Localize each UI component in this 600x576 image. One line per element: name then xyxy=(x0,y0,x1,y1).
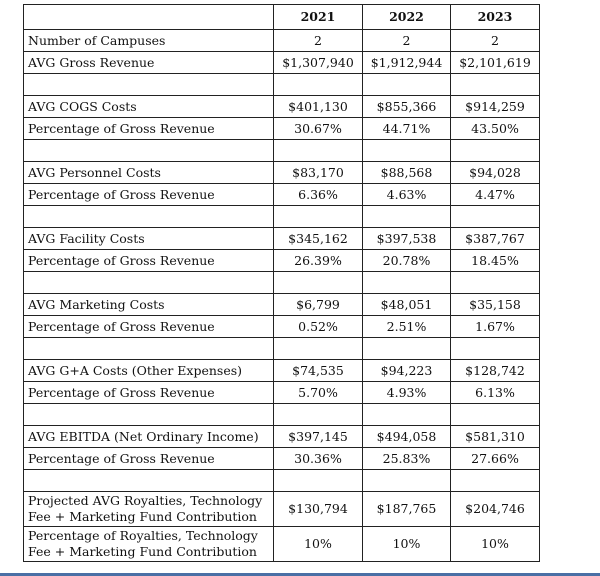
value-cell: $6,799 xyxy=(274,294,363,316)
year-header: 2021 xyxy=(274,5,363,30)
table-row xyxy=(24,184,540,206)
value-cell: $74,535 xyxy=(274,360,363,382)
row-label: Number of Campuses xyxy=(24,30,274,52)
value-cell: 5.70% xyxy=(274,382,363,404)
value-cell: $401,130 xyxy=(274,96,363,118)
value-cell: 6.13% xyxy=(451,382,540,404)
value-cell: 25.83% xyxy=(363,448,451,470)
table-row xyxy=(24,162,540,184)
row-label: Percentage of Gross Revenue xyxy=(24,316,274,338)
row-label: AVG Facility Costs xyxy=(24,228,274,250)
value-cell: 2 xyxy=(451,30,540,52)
table-row xyxy=(24,448,540,470)
value-cell: $345,162 xyxy=(274,228,363,250)
row-label: Percentage of Gross Revenue xyxy=(24,184,274,206)
row-label: AVG Marketing Costs xyxy=(24,294,274,316)
value-cell: $397,145 xyxy=(274,426,363,448)
value-cell: $88,568 xyxy=(363,162,451,184)
table-row xyxy=(24,316,540,338)
value-cell: $83,170 xyxy=(274,162,363,184)
value-cell: $855,366 xyxy=(363,96,451,118)
table-row xyxy=(24,228,540,250)
row-label: AVG Gross Revenue xyxy=(24,52,274,74)
value-cell: 20.78% xyxy=(363,250,451,272)
value-cell: 10% xyxy=(451,527,540,562)
value-cell: $204,746 xyxy=(451,492,540,527)
spacer-row xyxy=(24,206,540,228)
row-label: AVG G+A Costs (Other Expenses) xyxy=(24,360,274,382)
value-cell: $387,767 xyxy=(451,228,540,250)
row-label: AVG Personnel Costs xyxy=(24,162,274,184)
value-cell: 2 xyxy=(363,30,451,52)
value-cell: 0.52% xyxy=(274,316,363,338)
value-cell: 4.63% xyxy=(363,184,451,206)
value-cell: $128,742 xyxy=(451,360,540,382)
value-cell: 10% xyxy=(363,527,451,562)
year-header: 2022 xyxy=(363,5,451,30)
table-row xyxy=(24,426,540,448)
financial-summary-table xyxy=(23,4,540,562)
value-cell: $397,538 xyxy=(363,228,451,250)
value-cell: $94,028 xyxy=(451,162,540,184)
value-cell: 4.47% xyxy=(451,184,540,206)
spacer-row xyxy=(24,338,540,360)
value-cell: $35,158 xyxy=(451,294,540,316)
value-cell: 43.50% xyxy=(451,118,540,140)
value-cell: $130,794 xyxy=(274,492,363,527)
row-label: Percentage of Royalties, Technology Fee + Marketing Fund Contribution xyxy=(24,527,274,562)
table-row xyxy=(24,30,540,52)
row-label: AVG EBITDA (Net Ordinary Income) xyxy=(24,426,274,448)
row-label: Percentage of Gross Revenue xyxy=(24,448,274,470)
value-cell: 2.51% xyxy=(363,316,451,338)
row-label: Projected AVG Royalties, Technology Fee + Marketing Fund Contribution xyxy=(24,492,274,527)
value-cell: 44.71% xyxy=(363,118,451,140)
value-cell: $914,259 xyxy=(451,96,540,118)
row-label: Percentage of Gross Revenue xyxy=(24,118,274,140)
row-label: AVG COGS Costs xyxy=(24,96,274,118)
table-row xyxy=(24,96,540,118)
value-cell: 2 xyxy=(274,30,363,52)
spacer-row xyxy=(24,74,540,96)
value-cell: $2,101,619 xyxy=(451,52,540,74)
value-cell: $48,051 xyxy=(363,294,451,316)
value-cell: 4.93% xyxy=(363,382,451,404)
year-header: 2023 xyxy=(451,5,540,30)
spacer-row xyxy=(24,404,540,426)
value-cell: 1.67% xyxy=(451,316,540,338)
value-cell: 30.67% xyxy=(274,118,363,140)
row-label: Percentage of Gross Revenue xyxy=(24,382,274,404)
value-cell: 27.66% xyxy=(451,448,540,470)
header-blank-cell xyxy=(24,5,274,30)
value-cell: 6.36% xyxy=(274,184,363,206)
spacer-row xyxy=(24,272,540,294)
table-row xyxy=(24,250,540,272)
table-row xyxy=(24,294,540,316)
value-cell: $581,310 xyxy=(451,426,540,448)
spacer-row xyxy=(24,470,540,492)
value-cell: 26.39% xyxy=(274,250,363,272)
value-cell: 18.45% xyxy=(451,250,540,272)
row-label: Percentage of Gross Revenue xyxy=(24,250,274,272)
value-cell: $1,307,940 xyxy=(274,52,363,74)
table-row xyxy=(24,527,540,562)
value-cell: $94,223 xyxy=(363,360,451,382)
value-cell: 10% xyxy=(274,527,363,562)
value-cell: 30.36% xyxy=(274,448,363,470)
table-row xyxy=(24,360,540,382)
value-cell: $1,912,944 xyxy=(363,52,451,74)
table-row xyxy=(24,492,540,527)
spacer-row xyxy=(24,140,540,162)
header-row xyxy=(24,5,540,30)
table-row xyxy=(24,118,540,140)
value-cell: $187,765 xyxy=(363,492,451,527)
table-row xyxy=(24,52,540,74)
table-row xyxy=(24,382,540,404)
value-cell: $494,058 xyxy=(363,426,451,448)
